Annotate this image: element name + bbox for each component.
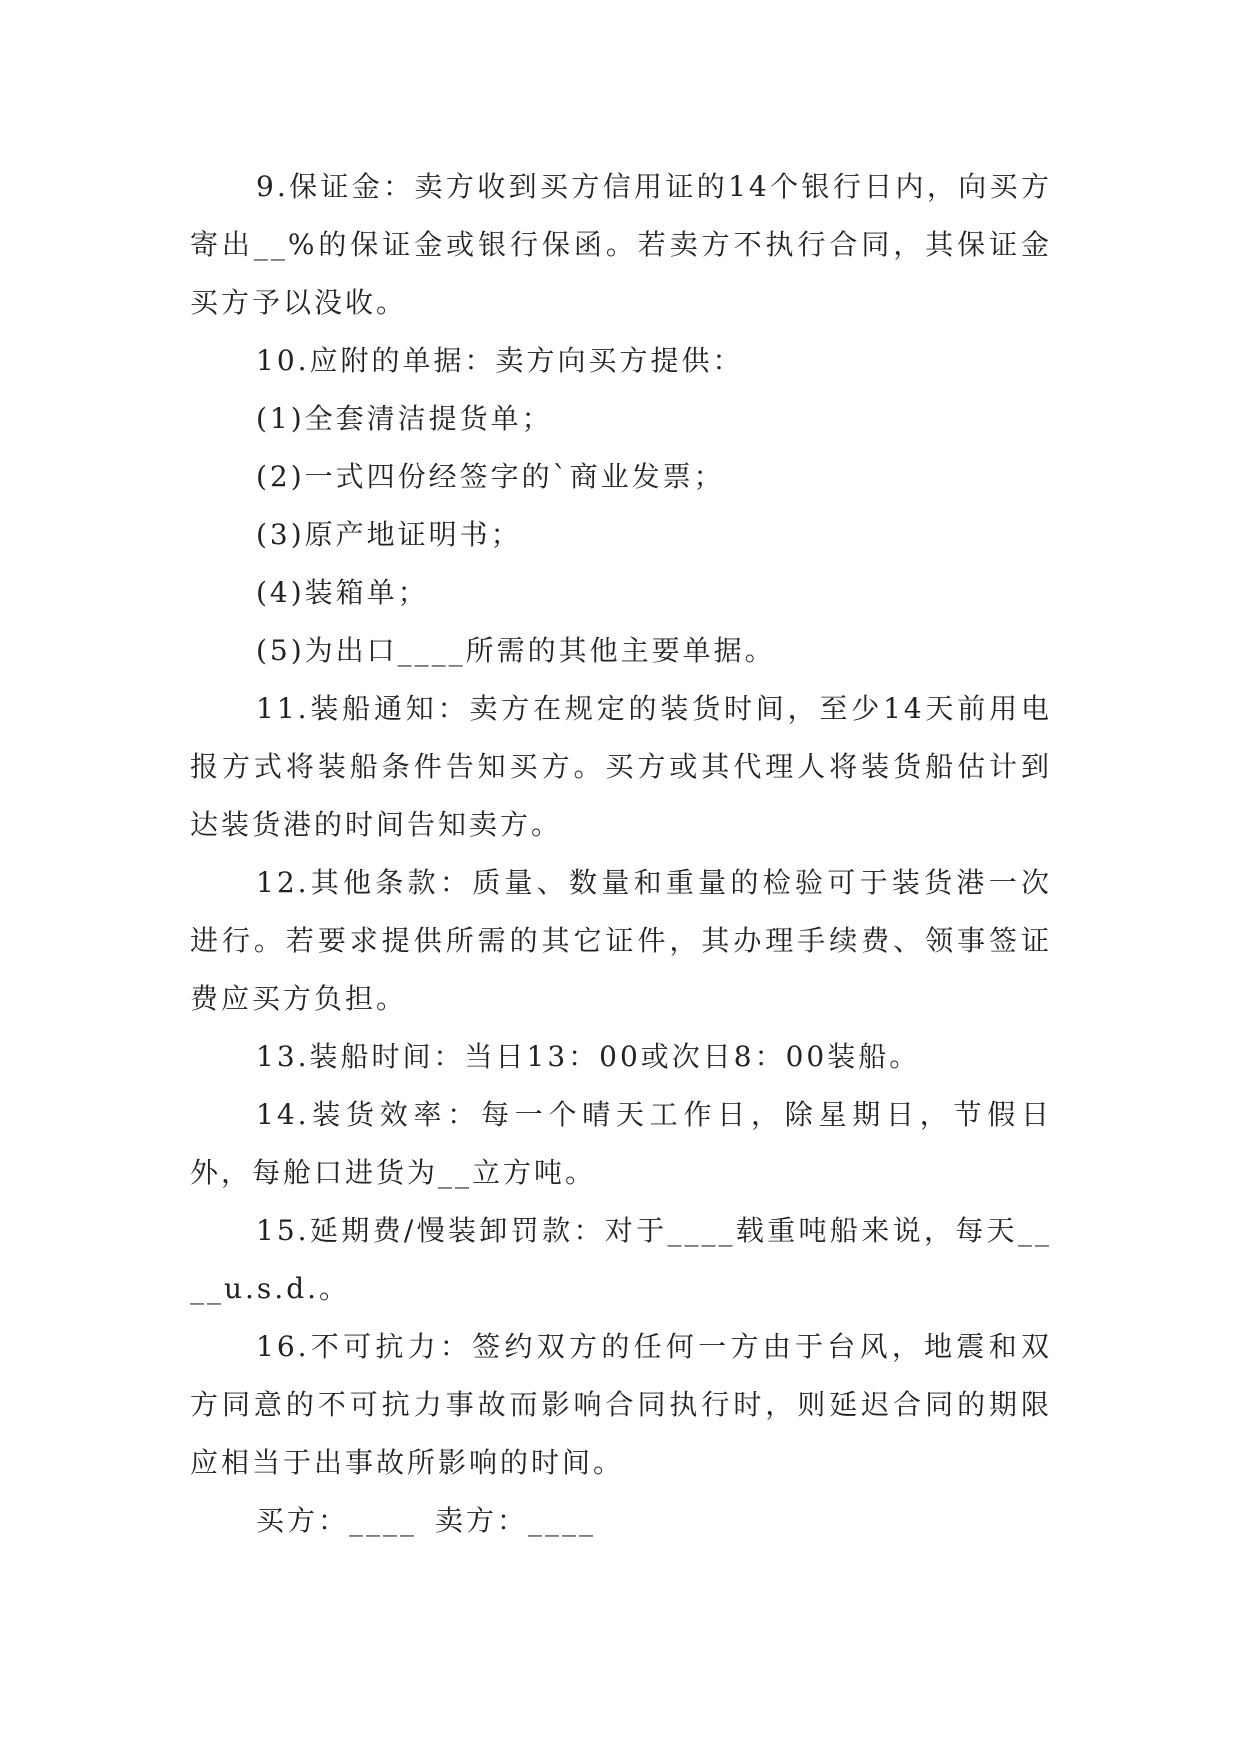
clause-14-loading-efficiency: 14.装货效率：每一个晴天工作日，除星期日，节假日外，每舱口进货为__立方吨。 xyxy=(190,1098,1052,1189)
clause-13-shipping-time: 13.装船时间：当日13：00或次日8：00装船。 xyxy=(256,1040,921,1073)
document-item-2: (2)一式四份经签字的`商业发票； xyxy=(256,460,725,493)
document-item-3: (3)原产地证明书； xyxy=(256,518,522,551)
buyer-signature: 买方：____ xyxy=(256,1504,418,1537)
clause-11-shipping-notice: 11.装船通知：卖方在规定的装货时间，至少14天前用电报方式将装船条件告知买方。买方或其代理人将装货船估计到达装货港的时间告知卖方。 xyxy=(190,692,1052,841)
clause-10-documents: 10.应附的单据：卖方向买方提供： xyxy=(256,344,744,377)
document-body xyxy=(190,158,1052,1550)
document-item-1: (1)全套清洁提货单； xyxy=(256,402,553,435)
document-item-4: (4)装箱单； xyxy=(256,576,429,609)
clause-15-demurrage: 15.延期费/慢装卸罚款：对于____载重吨船来说，每天____u.s.d.。 xyxy=(190,1214,1052,1305)
document-item-5: (5)为出口____所需的其他主要单据。 xyxy=(256,634,776,667)
clause-12-other-terms: 12.其他条款：质量、数量和重量的检验可于装货港一次进行。若要求提供所需的其它证件，其办理手续费、领事签证费应买方负担。 xyxy=(190,866,1052,1015)
clause-9-deposit: 9.保证金：卖方收到买方信用证的14个银行日内，向买方寄出__%的保证金或银行保函。若卖方不执行合同，其保证金买方予以没收。 xyxy=(190,170,1052,319)
clause-16-force-majeure: 16.不可抗力：签约双方的任何一方由于台风，地震和双方同意的不可抗力事故而影响合同执行时，则延迟合同的期限应相当于出事故所影响的时间。 xyxy=(190,1330,1052,1479)
signature-line xyxy=(190,1492,1052,1550)
seller-signature: 卖方：____ xyxy=(435,1504,597,1537)
